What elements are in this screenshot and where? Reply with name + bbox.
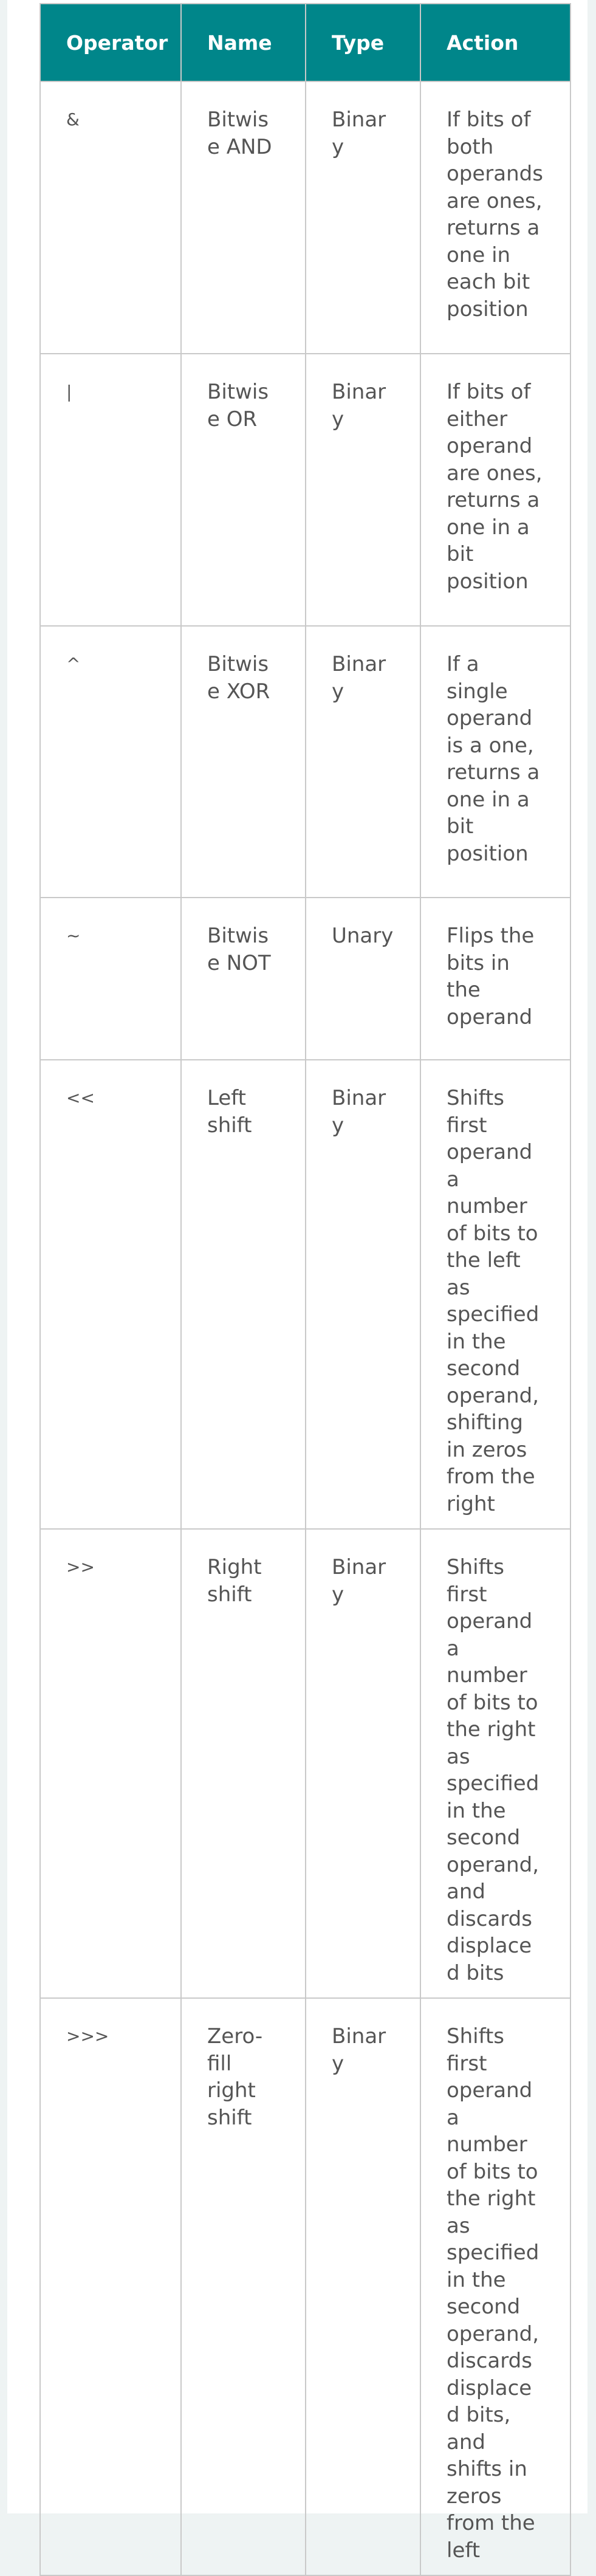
operator-cell: & [40, 81, 181, 354]
header-type: Type [306, 4, 420, 81]
header-name: Name [181, 4, 306, 81]
name-cell: Right shift [181, 1529, 306, 1998]
action-cell: If bits of both operands are ones, returns a one in each bit position [420, 81, 570, 354]
action-cell: If bits of either operand are ones, returns a one in a bit position [420, 354, 570, 626]
action-cell: Shifts first operand a number of bits to the left as specified in the second operand, shifting in zeros from the right [420, 1060, 570, 1529]
name-cell: Zero-fill right shift [181, 1998, 306, 2575]
operator-cell: ~ [40, 898, 181, 1060]
table-row [40, 1998, 570, 2575]
action-cell: Flips the bits in the operand [420, 898, 570, 1060]
header-operator: Operator [40, 4, 181, 81]
operator-cell: ^ [40, 626, 181, 898]
table-row [40, 354, 570, 626]
bitwise-operators-table [39, 3, 571, 2576]
action-cell: Shifts first operand a number of bits to the right as specified in the second operand, and discards displaced bits [420, 1529, 570, 1998]
operator-cell: | [40, 354, 181, 626]
table-row [40, 81, 570, 354]
type-cell: Binary [306, 1998, 420, 2575]
operator-cell: >>> [40, 1998, 181, 2575]
type-cell: Binary [306, 1060, 420, 1529]
table-row [40, 626, 570, 898]
header-action: Action [420, 4, 570, 81]
table-row [40, 898, 570, 1060]
action-cell: If a single operand is a one, returns a one in a bit position [420, 626, 570, 898]
action-cell: Shifts first operand a number of bits to the right as specified in the second operand, discards displaced bits, and shifts in zeros from the left [420, 1998, 570, 2575]
name-cell: Left shift [181, 1060, 306, 1529]
table-row [40, 1529, 570, 1998]
table-row [40, 1060, 570, 1529]
name-cell: Bitwise XOR [181, 626, 306, 898]
operator-cell: >> [40, 1529, 181, 1998]
table-header-row [40, 4, 570, 81]
type-cell: Binary [306, 626, 420, 898]
name-cell: Bitwise NOT [181, 898, 306, 1060]
type-cell: Binary [306, 1529, 420, 1998]
type-cell: Binary [306, 354, 420, 626]
operator-cell: << [40, 1060, 181, 1529]
name-cell: Bitwise AND [181, 81, 306, 354]
name-cell: Bitwise OR [181, 354, 306, 626]
type-cell: Binary [306, 81, 420, 354]
type-cell: Unary [306, 898, 420, 1060]
